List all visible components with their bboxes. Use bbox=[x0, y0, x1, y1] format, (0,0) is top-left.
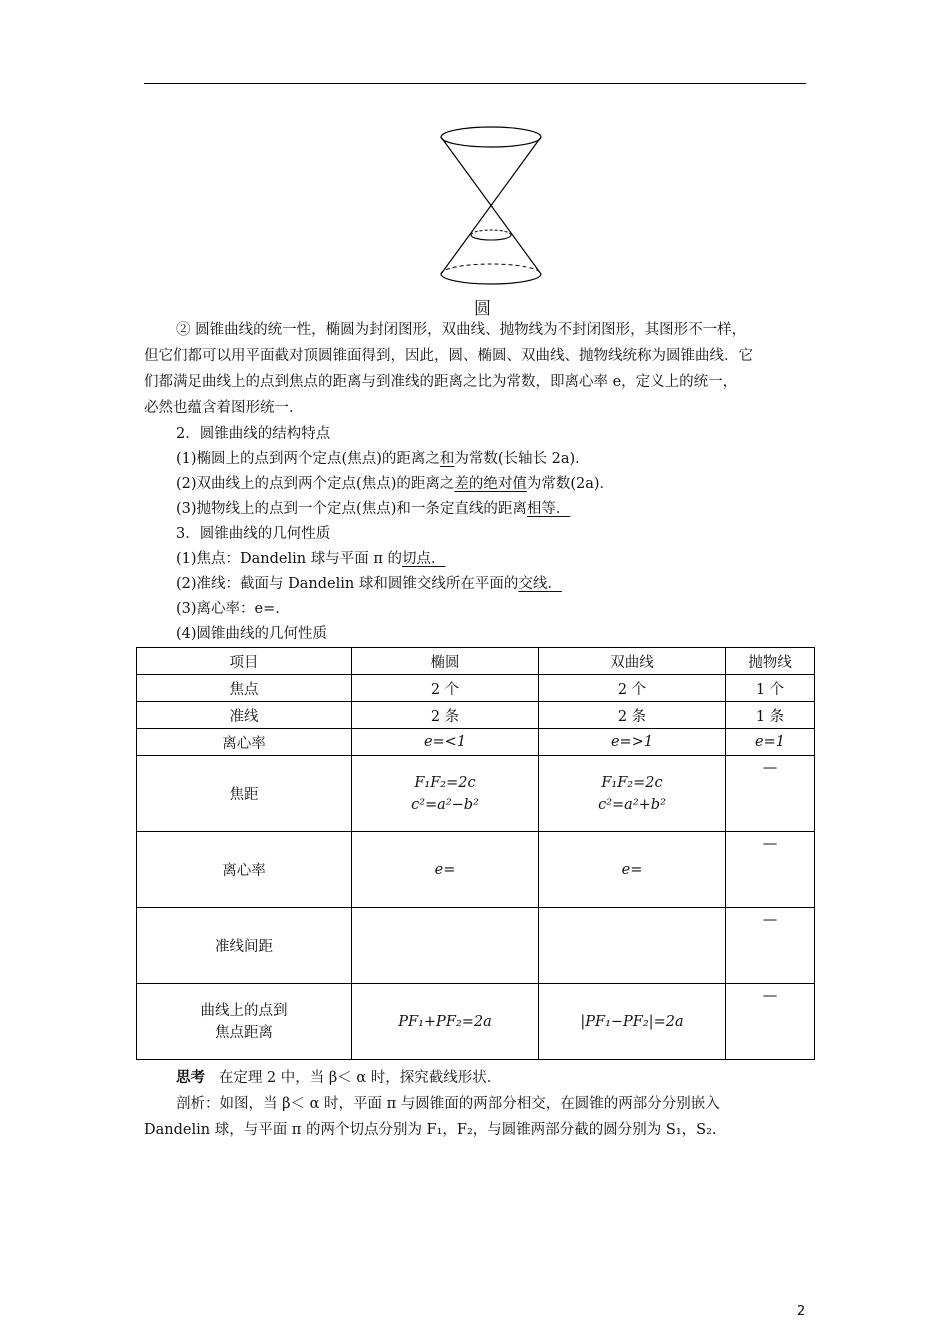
table-cell: — bbox=[726, 908, 815, 984]
paragraph-line-1: ② 圆锥曲线的统一性，椭圆为封闭图形，双曲线、抛物线为不封闭图形，其图形不一样， bbox=[176, 322, 747, 338]
table-header-row bbox=[137, 648, 815, 675]
header-rule bbox=[144, 83, 806, 84]
table-cell bbox=[352, 908, 539, 984]
section2-item2: (2)双曲线上的点到两个定点(焦点)的距离之差的绝对值为常数(2a)． bbox=[176, 476, 615, 492]
table-cell: e= bbox=[352, 832, 539, 908]
section2-title: 2．圆锥曲线的结构特点 bbox=[176, 426, 331, 442]
table-cell: — bbox=[726, 756, 815, 832]
section3-item2: (2)准线：截面与 Dandelin 球和圆锥交线所在平面的交线． bbox=[176, 576, 562, 592]
analysis-line-2: Dandelin 球，与平面 π 的两个切点分别为 F₁，F₂，与圆锥两部分截的圆分别为 S₁，S₂. bbox=[144, 1122, 717, 1138]
section3-title: 3．圆锥曲线的几何性质 bbox=[176, 526, 331, 542]
double-cone-figure bbox=[436, 122, 546, 292]
table-cell: 离心率 bbox=[137, 832, 352, 908]
section3-item3: (3)离心率：e=. bbox=[176, 601, 280, 617]
thinking-label: 思考 bbox=[176, 1069, 205, 1086]
table-header-cell: 抛物线 bbox=[726, 648, 815, 675]
analysis-line-1: 剖析：如图，当 β＜ α 时，平面 π 与圆锥面的两部分相交，在圆锥的两部分分别嵌入 bbox=[176, 1096, 720, 1112]
table-cell: e=>1 bbox=[539, 729, 726, 756]
table-cell: 准线 bbox=[137, 702, 352, 729]
table-header-cell: 椭圆 bbox=[352, 648, 539, 675]
thinking-line: 思考 在定理 2 中，当 β＜ α 时，探究截线形状． bbox=[176, 1069, 502, 1086]
table-header-cell: 项目 bbox=[137, 648, 352, 675]
table-cell: F₁F₂=2c c²=a²+b² bbox=[539, 756, 726, 832]
table-cell: e= bbox=[539, 832, 726, 908]
table-cell: — bbox=[726, 832, 815, 908]
table-row bbox=[137, 984, 815, 1060]
table-cell: 曲线上的点到 焦点距离 bbox=[137, 984, 352, 1060]
table-row bbox=[137, 702, 815, 729]
section2-item3: (3)抛物线上的点到一个定点(焦点)和一条定直线的距离相等． bbox=[176, 501, 571, 517]
table-cell: 准线间距 bbox=[137, 908, 352, 984]
paragraph-line-3: 们都满足曲线上的点到焦点的距离与到准线的距离之比为常数，即离心率 e，定义上的统一， bbox=[144, 374, 738, 390]
section3-item4: (4)圆锥曲线的几何性质 bbox=[176, 626, 328, 642]
table-header-cell: 双曲线 bbox=[539, 648, 726, 675]
paragraph-line-4: 必然也蕴含着图形统一． bbox=[144, 400, 304, 416]
table-row bbox=[137, 908, 815, 984]
table-row bbox=[137, 756, 815, 832]
table-row bbox=[137, 729, 815, 756]
table-cell: 2 条 bbox=[539, 702, 726, 729]
table-cell: 2 个 bbox=[352, 675, 539, 702]
table-cell: 离心率 bbox=[137, 729, 352, 756]
table-row bbox=[137, 675, 815, 702]
figure-caption: 圆 bbox=[474, 299, 491, 319]
table-cell: — bbox=[726, 984, 815, 1060]
paragraph-line-2: 但它们都可以用平面截对顶圆锥面得到，因此，圆、椭圆、双曲线、抛物线统称为圆锥曲线．它 bbox=[144, 348, 753, 364]
section3-item1: (1)焦点：Dandelin 球与平面 π 的切点． bbox=[176, 551, 446, 567]
section2-item1: (1)椭圆上的点到两个定点(焦点)的距离之和为常数(长轴长 2a)． bbox=[176, 451, 590, 467]
table-row bbox=[137, 832, 815, 908]
conic-properties-table bbox=[136, 647, 815, 1060]
table-cell: e=1 bbox=[726, 729, 815, 756]
table-cell: 1 条 bbox=[726, 702, 815, 729]
table-cell: 焦点 bbox=[137, 675, 352, 702]
table-cell: F₁F₂=2c c²=a²−b² bbox=[352, 756, 539, 832]
table-cell: |PF₁−PF₂|=2a bbox=[539, 984, 726, 1060]
table-cell: 焦距 bbox=[137, 756, 352, 832]
table-cell bbox=[539, 908, 726, 984]
table-cell: 1 个 bbox=[726, 675, 815, 702]
table-cell: 2 个 bbox=[539, 675, 726, 702]
table-cell: 2 条 bbox=[352, 702, 539, 729]
table-cell: e=<1 bbox=[352, 729, 539, 756]
table-cell: PF₁+PF₂=2a bbox=[352, 984, 539, 1060]
page-number: 2 bbox=[797, 1304, 806, 1319]
